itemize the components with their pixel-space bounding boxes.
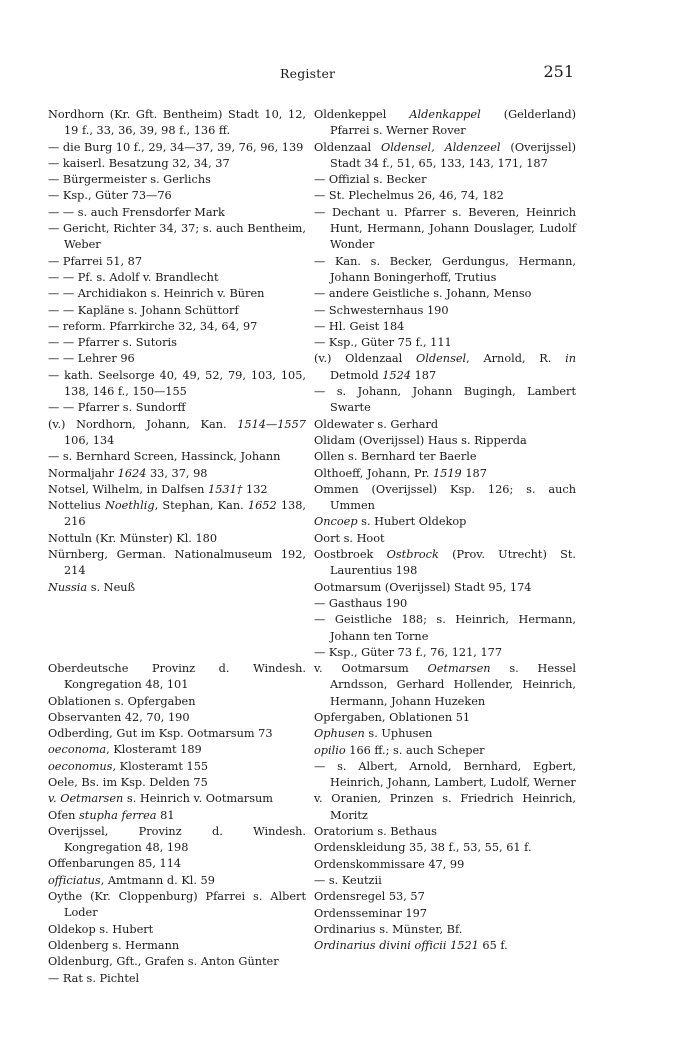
index-entry: Oldenberg s. Hermann xyxy=(48,938,180,952)
index-entry: officiatus, Amtmann d. Kl. 59 xyxy=(48,873,215,887)
index-entry: — Ksp., Güter 73—76 xyxy=(48,189,172,203)
index-entry: Ommen (Overijssel) Ksp. 126; s. auch Ummen xyxy=(314,482,576,513)
index-entry: — Geistliche 188; s. Heinrich, Hermann, Johann ten Torne xyxy=(314,613,576,643)
index-entry: Nottuln (Kr. Münster) Kl. 180 xyxy=(48,531,218,545)
index-entry: Oberdeutsche Provinz d. Windesh. Kongregation 48, 101 xyxy=(48,661,306,692)
index-entry: Ordinarius s. Münster, Bf. xyxy=(314,922,463,936)
index-entry: Offenbarungen 85, 114 xyxy=(48,857,182,871)
index-entry: Ordinarius divini officii 1521 65 f. xyxy=(314,939,508,953)
index-entry: — — Kapläne s. Johann Schüttorf xyxy=(48,303,239,317)
index-entry: — andere Geistliche s. Johann, Menso xyxy=(314,287,532,301)
index-entry: — kaiserl. Besatzung 32, 34, 37 xyxy=(48,156,230,170)
index-entry: oeconoma, Klosteramt 189 xyxy=(48,743,202,757)
index-entry: — Hl. Geist 184 xyxy=(314,319,405,333)
index-entry: Oncoep s. Hubert Oldekop xyxy=(314,515,467,529)
index-entry: Nussia s. Neuß xyxy=(48,580,136,594)
index-entry: — Bürgermeister s. Gerlichs xyxy=(48,173,211,187)
index-entry: — Offizial s. Becker xyxy=(314,173,427,187)
index-entry: — St. Plechelmus 26, 46, 74, 182 xyxy=(314,189,504,203)
index-entry: — s. Johann, Johann Bugingh, Lambert Swarte xyxy=(314,385,576,415)
index-entry: Oythe (Kr. Cloppenburg) Pfarrei s. Albert Loder xyxy=(48,890,306,920)
index-entry: Olidam (Overijssel) Haus s. Ripperda xyxy=(314,433,527,447)
index-entry: — — Pf. s. Adolf v. Brandlecht xyxy=(48,270,219,284)
index-column-left xyxy=(48,107,306,987)
index-entry: Notsel, Wilhelm, in Dalfsen 1531† 132 xyxy=(48,482,268,496)
index-entry: — Gericht, Richter 34, 37; s. auch Bentheim, Weber xyxy=(48,222,306,252)
index-entry: — Rat s. Pichtel xyxy=(48,971,140,985)
index-entry: (v.) Oldenzaal Oldensel, Arnold, R. in Detmold 1524 187 xyxy=(314,352,576,382)
index-entry: Ophusen s. Uphusen xyxy=(314,727,433,741)
index-entry: Observanten 42, 70, 190 xyxy=(48,710,190,724)
index-entry: (v.) Nordhorn, Johann, Kan. 1514—1557 106, 134 xyxy=(48,417,306,447)
index-entry: Oblationen s. Opfergaben xyxy=(48,694,196,708)
index-entry: — — Lehrer 96 xyxy=(48,352,135,366)
index-entry: — s. Albert, Arnold, Bernhard, Egbert, Heinrich, Johann, Lambert, Ludolf, Werner xyxy=(314,759,576,790)
index-entry: Oldekop s. Hubert xyxy=(48,922,154,936)
index-entry: — s. Bernhard Screen, Hassinck, Johann xyxy=(48,450,281,464)
index-entry: — — Pfarrer s. Sutoris xyxy=(48,336,177,350)
index-column-right xyxy=(314,107,576,954)
index-entry: Normaljahr 1624 33, 37, 98 xyxy=(48,466,208,480)
index-entry: Ordenskommissare 47, 99 xyxy=(314,857,465,871)
index-entry: Ofen stupha ferrea 81 xyxy=(48,808,175,822)
index-entry: — reform. Pfarrkirche 32, 34, 64, 97 xyxy=(48,319,258,333)
index-entry: Opfergaben, Oblationen 51 xyxy=(314,710,471,724)
index-entry: Oldenzaal Oldensel, Aldenzeel (Overijssel) Stadt 34 f., 51, 65, 133, 143, 171, 187 xyxy=(314,140,576,170)
index-entry: Oldenburg, Gft., Grafen s. Anton Günter xyxy=(48,955,279,969)
index-entry: — kath. Seelsorge 40, 49, 52, 79, 103, 105, 138, 146 f., 150—155 xyxy=(48,368,306,399)
index-entry: — Gasthaus 190 xyxy=(314,596,408,610)
index-entry: oeconomus, Klosteramt 155 xyxy=(48,759,209,773)
index-entry: Oratorium s. Bethaus xyxy=(314,825,437,839)
index-entry: — Kan. s. Becker, Gerdungus, Hermann, Johann Boningerhoff, Trutius xyxy=(314,254,576,284)
index-entry: v. Oranien, Prinzen s. Friedrich Heinrich, Moritz xyxy=(314,792,576,822)
index-entry: Odberding, Gut im Ksp. Ootmarsum 73 xyxy=(48,727,273,741)
index-entry: — Ksp., Güter 75 f., 111 xyxy=(314,336,452,350)
index-entry: Oostbroek Ostbrock (Prov. Utrecht) St. Laurentius 198 xyxy=(314,548,576,578)
index-entry: Overijssel, Provinz d. Windesh. Kongregation 48, 198 xyxy=(48,824,306,855)
index-entry: Ordensregel 53, 57 xyxy=(314,890,425,904)
index-entry: — — Archidiakon s. Heinrich v. Büren xyxy=(48,287,265,301)
index-entry: — — Pfarrer s. Sundorff xyxy=(48,401,186,415)
page-header xyxy=(0,62,700,90)
index-entry: Ollen s. Bernhard ter Baerle xyxy=(314,450,477,464)
index-entry: v. Oetmarsen s. Heinrich v. Ootmarsum xyxy=(48,792,273,806)
index-entry: — Ksp., Güter 73 f., 76, 121, 177 xyxy=(314,645,503,659)
index-entry: Oort s. Hoot xyxy=(314,531,385,545)
index-entry: opilio 166 ff.; s. auch Scheper xyxy=(314,743,485,757)
index-entry: Ordenskleidung 35, 38 f., 53, 55, 61 f. xyxy=(314,841,532,855)
index-entry: Olthoeff, Johann, Pr. 1519 187 xyxy=(314,466,487,480)
index-entry: Nürnberg, German. Nationalmuseum 192, 214 xyxy=(48,548,306,578)
index-entry: — Pfarrei 51, 87 xyxy=(48,254,143,268)
index-entry: — s. Keutzii xyxy=(314,873,382,887)
index-entry: Nottelius Noethlig, Stephan, Kan. 1652 138, 216 xyxy=(48,499,307,529)
index-entry: Oele, Bs. im Ksp. Delden 75 xyxy=(48,775,208,789)
index-entry: Nordhorn (Kr. Gft. Bentheim) Stadt 10, 12, 19 f., 33, 36, 39, 98 f., 136 ff. xyxy=(48,108,306,138)
index-entry: Ootmarsum (Overijssel) Stadt 95, 174 xyxy=(314,580,532,594)
index-entry: Oldenkeppel Aldenkappel (Gelderland) Pfarrei s. Werner Rover xyxy=(314,108,577,138)
index-entry: — Schwesternhaus 190 xyxy=(314,303,449,317)
index-entry: Ordensseminar 197 xyxy=(314,906,428,920)
index-entry: — Dechant u. Pfarrer s. Beveren, Heinrich Hunt, Hermann, Johann Douslager, Ludolf Wonder xyxy=(314,205,576,252)
section-gap xyxy=(48,596,306,661)
index-entry: Oldewater s. Gerhard xyxy=(314,417,439,431)
index-entry: — die Burg 10 f., 29, 34—37, 39, 76, 96, 139 xyxy=(48,140,304,154)
index-entry: — — s. auch Frensdorfer Mark xyxy=(48,205,225,219)
index-entry: v. Ootmarsum Oetmarsen s. Hessel Arndsson, Gerhard Hollender, Heinrich, Hermann, Johann Huzeken xyxy=(314,662,576,708)
page-number: 251 xyxy=(543,62,574,81)
running-head: Register xyxy=(280,66,336,81)
